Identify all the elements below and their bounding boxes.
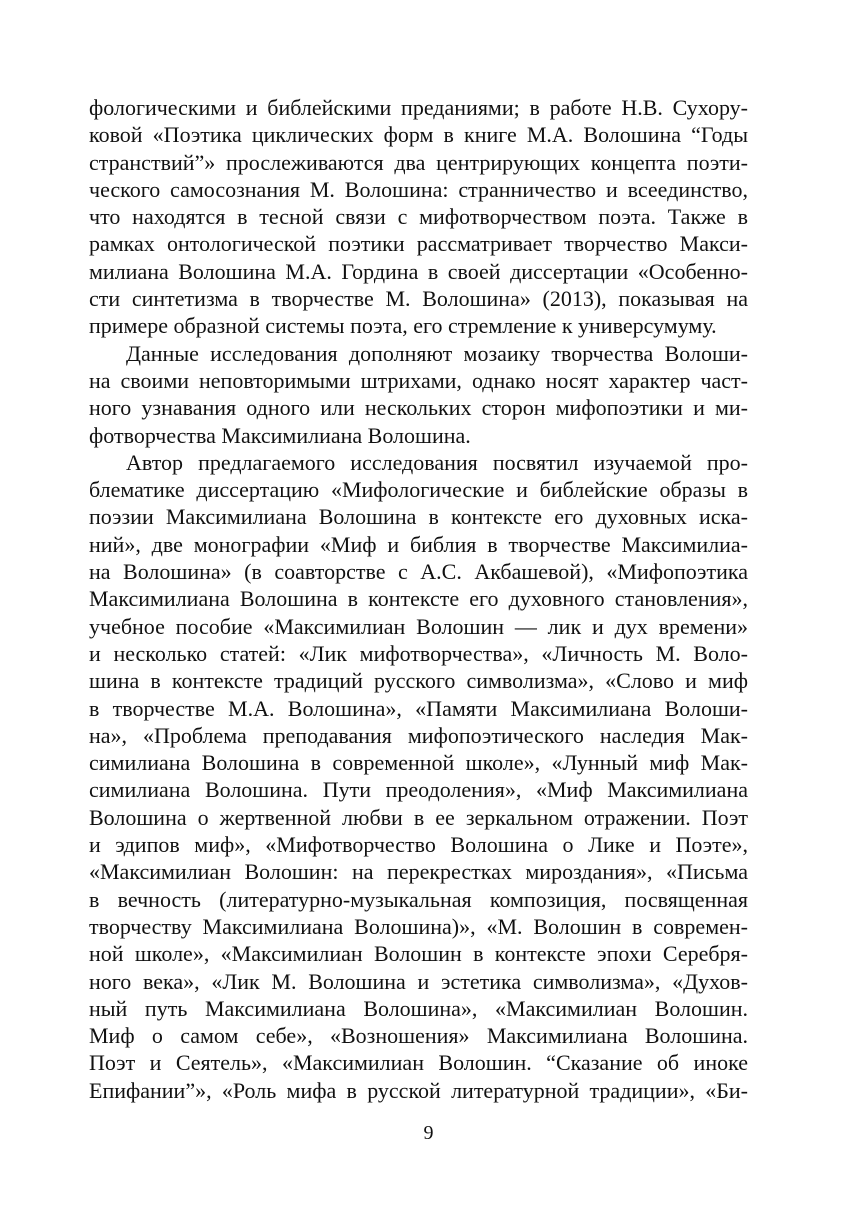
text-line: ческого самосознания М. Волошина: странничество и всеединство,	[89, 176, 748, 202]
text-line: творчеству Максимилиана Волошина)», «М. Волошин в современ-	[89, 913, 748, 939]
text-line: в вечность (литературно-музыкальная композиция, посвященная	[89, 886, 748, 912]
text-line: Данные исследования дополняют мозаику творчества Волоши-	[126, 340, 748, 366]
paragraph-3	[89, 449, 748, 1104]
text-line: Автор предлагаемого исследования посвятил изучаемой про-	[126, 449, 748, 475]
text-line: и несколько статей: «Лик мифотворчества», «Личность М. Воло-	[89, 640, 748, 666]
text-line: сти синтетизма в творчестве М. Волошина» (2013), показывая на	[89, 286, 748, 312]
text-line: Волошина о жертвенной любви в ее зеркальном отражении. Поэт	[89, 804, 748, 830]
text-line: ний», две монографии «Миф и библия в творчестве Максимилиа-	[89, 531, 748, 557]
text-line: симилиана Волошина. Пути преодоления», «Миф Максимилиана	[89, 777, 748, 803]
paragraph-1	[89, 94, 748, 340]
text-line: симилиана Волошина в современной школе», «Лунный миф Мак-	[89, 750, 748, 776]
text-line: странствий”» прослеживаются два центрирующих концепта поэти-	[89, 149, 748, 175]
text-line: милиана Волошина М.А. Гордина в своей диссертации «Особенно-	[89, 258, 748, 284]
text-line: Максимилиана Волошина в контексте его духовного становления»,	[89, 586, 748, 612]
text-line: фотворчества Максимилиана Волошина.	[89, 422, 471, 448]
text-line: ный путь Максимилиана Волошина», «Максимилиан Волошин.	[89, 995, 748, 1021]
page-number: 9	[423, 1122, 434, 1144]
text-line: на своими неповторимыми штрихами, однако носят характер част-	[89, 367, 748, 393]
page-body	[89, 94, 748, 1104]
text-line: Епифании”», «Роль мифа в русской литературной традиции», «Би-	[89, 1077, 748, 1103]
text-line: фологическими и библейскими преданиями; в работе Н.В. Сухору-	[89, 95, 748, 120]
text-line: что находятся в тесной связи с мифотворчеством поэта. Также в	[89, 204, 748, 230]
text-line: Миф о самом себе», «Возношения» Максимилиана Волошина.	[89, 1023, 748, 1049]
text-line: ной школе», «Максимилиан Волошин в контексте эпохи Серебря-	[89, 941, 748, 967]
text-line: ного века», «Лик М. Волошина и эстетика символизма», «Духов-	[89, 968, 748, 994]
text-line: поэзии Максимилиана Волошина в контексте его духовных иска-	[89, 504, 748, 530]
text-line: ного узнавания одного или нескольких сторон мифопоэтики и ми-	[89, 395, 748, 421]
text-line: учебное пособие «Максимилиан Волошин — лик и дух времени»	[89, 613, 748, 639]
text-line: Поэт и Сеятель», «Максимилиан Волошин. “Сказание об иноке	[89, 1050, 748, 1076]
text-line: на», «Проблема преподавания мифопоэтического наследия Мак-	[89, 722, 748, 748]
text-line: примере образной системы поэта, его стремление к универсумуму.	[89, 313, 717, 339]
paragraph-2	[89, 340, 748, 449]
text-line: блематике диссертацию «Мифологические и библейские образы в	[89, 477, 748, 503]
text-line: «Максимилиан Волошин: на перекрестках мироздания», «Письма	[89, 859, 748, 885]
text-line: на Волошина» (в соавторстве с А.С. Акбашевой), «Мифопоэтика	[89, 559, 748, 585]
text-line: и эдипов миф», «Мифотворчество Волошина о Лике и Поэте»,	[89, 832, 748, 858]
text-line: рамках онтологической поэтики рассматривает творчество Макси-	[89, 231, 748, 257]
text-line: в творчестве М.А. Волошина», «Памяти Максимилиана Волоши-	[89, 695, 748, 721]
text-line: шина в контексте традиций русского символизма», «Слово и миф	[89, 668, 748, 694]
text-line: ковой «Поэтика циклических форм в книге М.А. Волошина “Годы	[89, 122, 748, 148]
